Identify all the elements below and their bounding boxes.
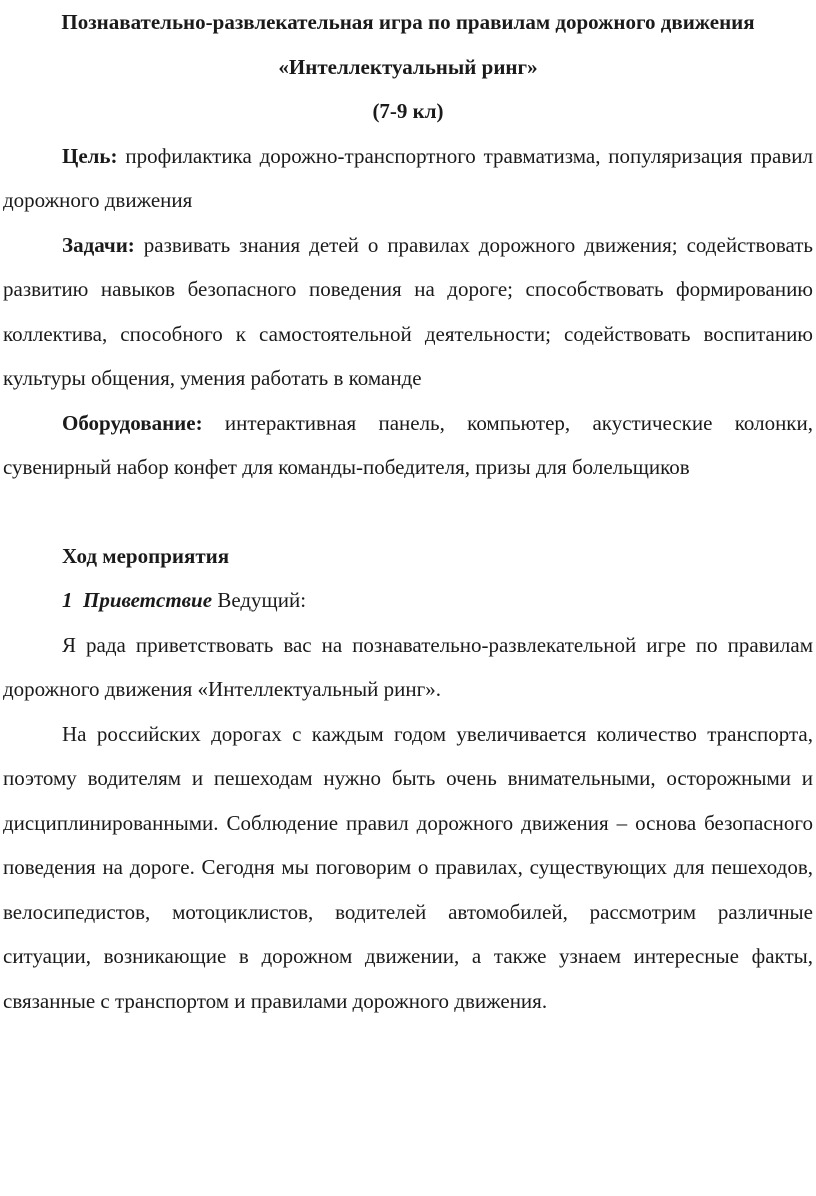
event-heading-text: Ход мероприятия [62,543,230,568]
tasks-text: развивать знания детей о правилах дорожного движения; содействовать развитию навыков безопасного поведения на дороге; способствовать формированию коллектива, способного к самостоятельной деятельности; содействовать воспитанию культуры общения, умения работать в команде [3,232,813,390]
equipment-text: интерактивная панель, компьютер, акустические колонки, сувенирный набор конфет для команды-победителя, призы для болельщиков [3,410,813,479]
goal-paragraph [3,134,813,223]
document-title-line1: Познавательно-развлекательная игра по правилам дорожного движения [61,10,755,34]
spacer [3,490,813,534]
tasks-paragraph [3,223,813,401]
section1-heading [3,578,813,623]
document-title-line2: «Интеллектуальный ринг» [278,54,538,79]
equipment-label: Оборудование: [62,410,203,435]
section1-title: Приветствие [83,588,213,612]
section1-speaker: Ведущий: [212,588,307,612]
grade-label: (7-9 кл) [372,99,444,123]
section1-number: 1 [62,588,73,612]
intro-paragraph-1: Я рада приветствовать вас на познавательно-развлекательной игре по правилам дорожного движения «Интеллектуальный ринг». [3,632,813,701]
event-heading [3,534,813,579]
goal-label: Цель: [62,143,118,168]
equipment-paragraph [3,401,813,490]
goal-text: профилактика дорожно-транспортного травматизма, популяризация правил дорожного движения [3,143,813,212]
intro-paragraph-2: На российских дорогах с каждым годом увеличивается количество транспорта, поэтому водителям и пешеходам нужно быть очень внимательными, осторожными и дисциплинированными. Соблюдение правил дорожного движения – основа безопасного поведения на дороге. Сегодня мы поговорим о правилах, существующих для пешеходов, велосипедистов, мотоциклистов, водителей автомобилей, рассмотрим различные ситуации, возникающие в дорожном движении, а также узнаем интересные факты, связанные с транспортом и правилами дорожного движения. [3,721,813,1013]
tasks-label: Задачи: [62,232,135,257]
